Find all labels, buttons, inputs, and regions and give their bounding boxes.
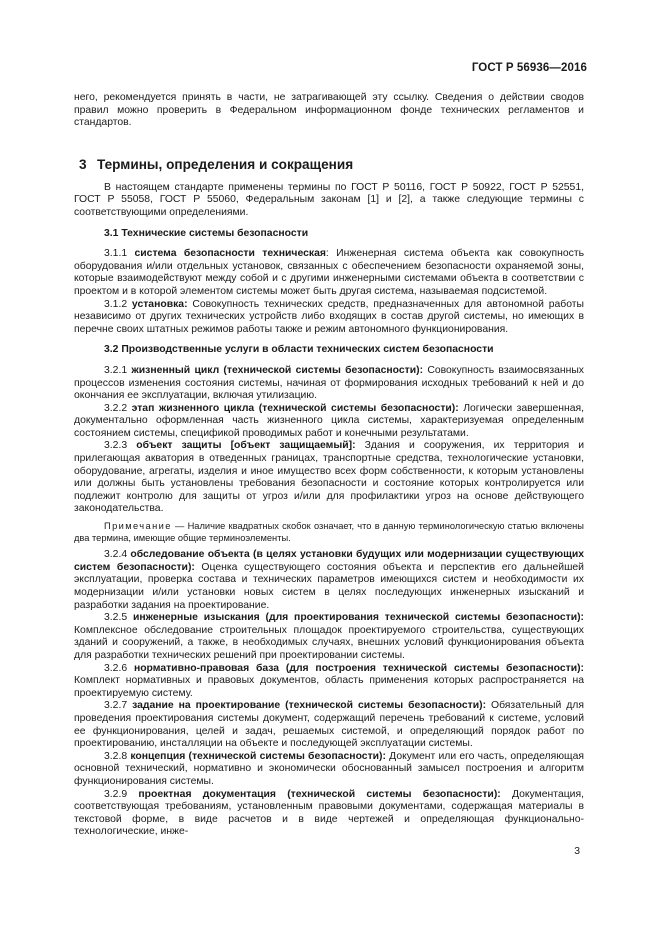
term-3-1-1: 3.1.1 система безопасности техническая: Инженерная система объекта как совокупность оборудования и/или отдельных установок, связанных с обеспечением безопасности охраняемой зоны, которые взаимодействуют между собой и с другими инженерными системами объекта в соответствии с проектом и в которой элементом системы может быть другая система, называемая подсистемой.: [74, 248, 585, 297]
term-3-2-2: 3.2.2 этап жизненного цикла (технической системы безопасности): Логически завершенная, документально оформленная часть жизненного цикла системы, характеризуемая определенным состоянием системы, спецификой проводимых работ и конечными результатами.: [74, 402, 584, 439]
page-number: 3: [574, 846, 580, 857]
term-3-2-5: 3.2.5 инженерные изыскания (для проектирования технической системы безопасности): Комплексное обследование строительных площадок проектируемого строительства, существующих зданий и сооружений, а также, в необходимых случаях, внешних условий функционирования объекта для разработки технических решений при проектировании системы.: [74, 612, 584, 661]
term-3-2-3: 3.2.3 объект защиты [объект защищаемый]: Здания и сооружения, их территория и прилегающая акватория в отведенных границах, транспортные средства, технологические установки, оборудование, агрегаты, изделия и иное имущество всех форм собственности, к которым установлены или должны быть установлены требования безопасности и состояние которых контролируется или подлежит контролю для защиты от угроз и/или для профилактики угроз на основе действующего законодательства.: [74, 440, 584, 515]
subsection-3-1-heading: 3.1 Технические системы безопасности: [104, 227, 309, 239]
term-3-2-4: 3.2.4 обследование объекта (в целях установки будущих или модернизации существующих систем безопасности): Оценка существующего состояния объекта и перспектив его дальнейшей эксплуатации, проверка состава и технических параметров имеющихся систем и необходимости их модернизации и/или установки новых систем в целях последующих инженерных изысканий и разработки задания на проектирование.: [74, 549, 585, 611]
term-3-2-9: 3.2.9 проектная документация (технической системы безопасности): Документация, соответствующая требованиям, установленным правовыми документами, содержащая материалы в текстовой форме, в виде расчетов и в виде чертежей и определяющая функционально-технологические, инже-: [74, 788, 584, 838]
standard-code-header: ГОСТ Р 56936—2016: [471, 62, 587, 74]
term-3-2-6: 3.2.6 нормативно-правовая база (для построения технической системы безопасности): Комплект нормативных и правовых документов, область применения которых распространяется на проектируемую систему.: [74, 662, 584, 699]
term-3-2-8: 3.2.8 концепция (технической системы безопасности): Документ или его часть, определяющая основной технический, нормативно и экономически обоснованный замысел построения и алгоритм функционирования системы.: [74, 750, 584, 787]
term-3-1-2: 3.1.2 установка: Совокупность технических средств, предназначенных для автономной работы независимо от других технических устройств либо входящих в состав другой системы, но имеющих в перечне своих штатных режимов работы также и режим автономного функционирования.: [74, 298, 585, 335]
term-3-2-1: 3.2.1 жизненный цикл (технической системы безопасности): Совокупность взаимосвязанных процессов изменения состояния системы, начиная от формирования исходных требований к ней и до окончания ее эксплуатации, включая утилизацию.: [74, 364, 584, 402]
term-3-2-7: 3.2.7 задание на проектирование (технической системы безопасности): Обязательный для проведения проектирования системы документ, содержащий перечень требований к системе, условий ее функционирования, целей и задач, решаемых системой, и определяющий порядок работ по проектированию, инсталляции на объекте и последующей эксплуатации системы.: [74, 700, 584, 750]
intro-paragraph: него, рекомендуется принять в части, не затрагивающей эту ссылку. Сведения о действии сводов правил можно проверить в Федеральном информационном фонде технических регламентов и стандартов.: [74, 92, 584, 129]
page-content: [74, 92, 584, 839]
note-paragraph: Примечание — Наличие квадратных скобок означает, что в данную терминологическую статью включены два термина, имеющие общие терминоэлементы.: [74, 521, 584, 543]
subsection-3-2-heading: 3.2 Производственные услуги в области технических систем безопасности: [104, 344, 494, 356]
section-3-lead: В настоящем стандарте применены термины по ГОСТ Р 50116, ГОСТ Р 50922, ГОСТ Р 52551, ГОСТ Р 55058, ГОСТ Р 55060, Федеральным законам [1] и [2], а также следующие термины с соответствующими определениями.: [74, 181, 584, 218]
section-3-title: 3 Термины, определения и сокращения: [79, 156, 354, 172]
